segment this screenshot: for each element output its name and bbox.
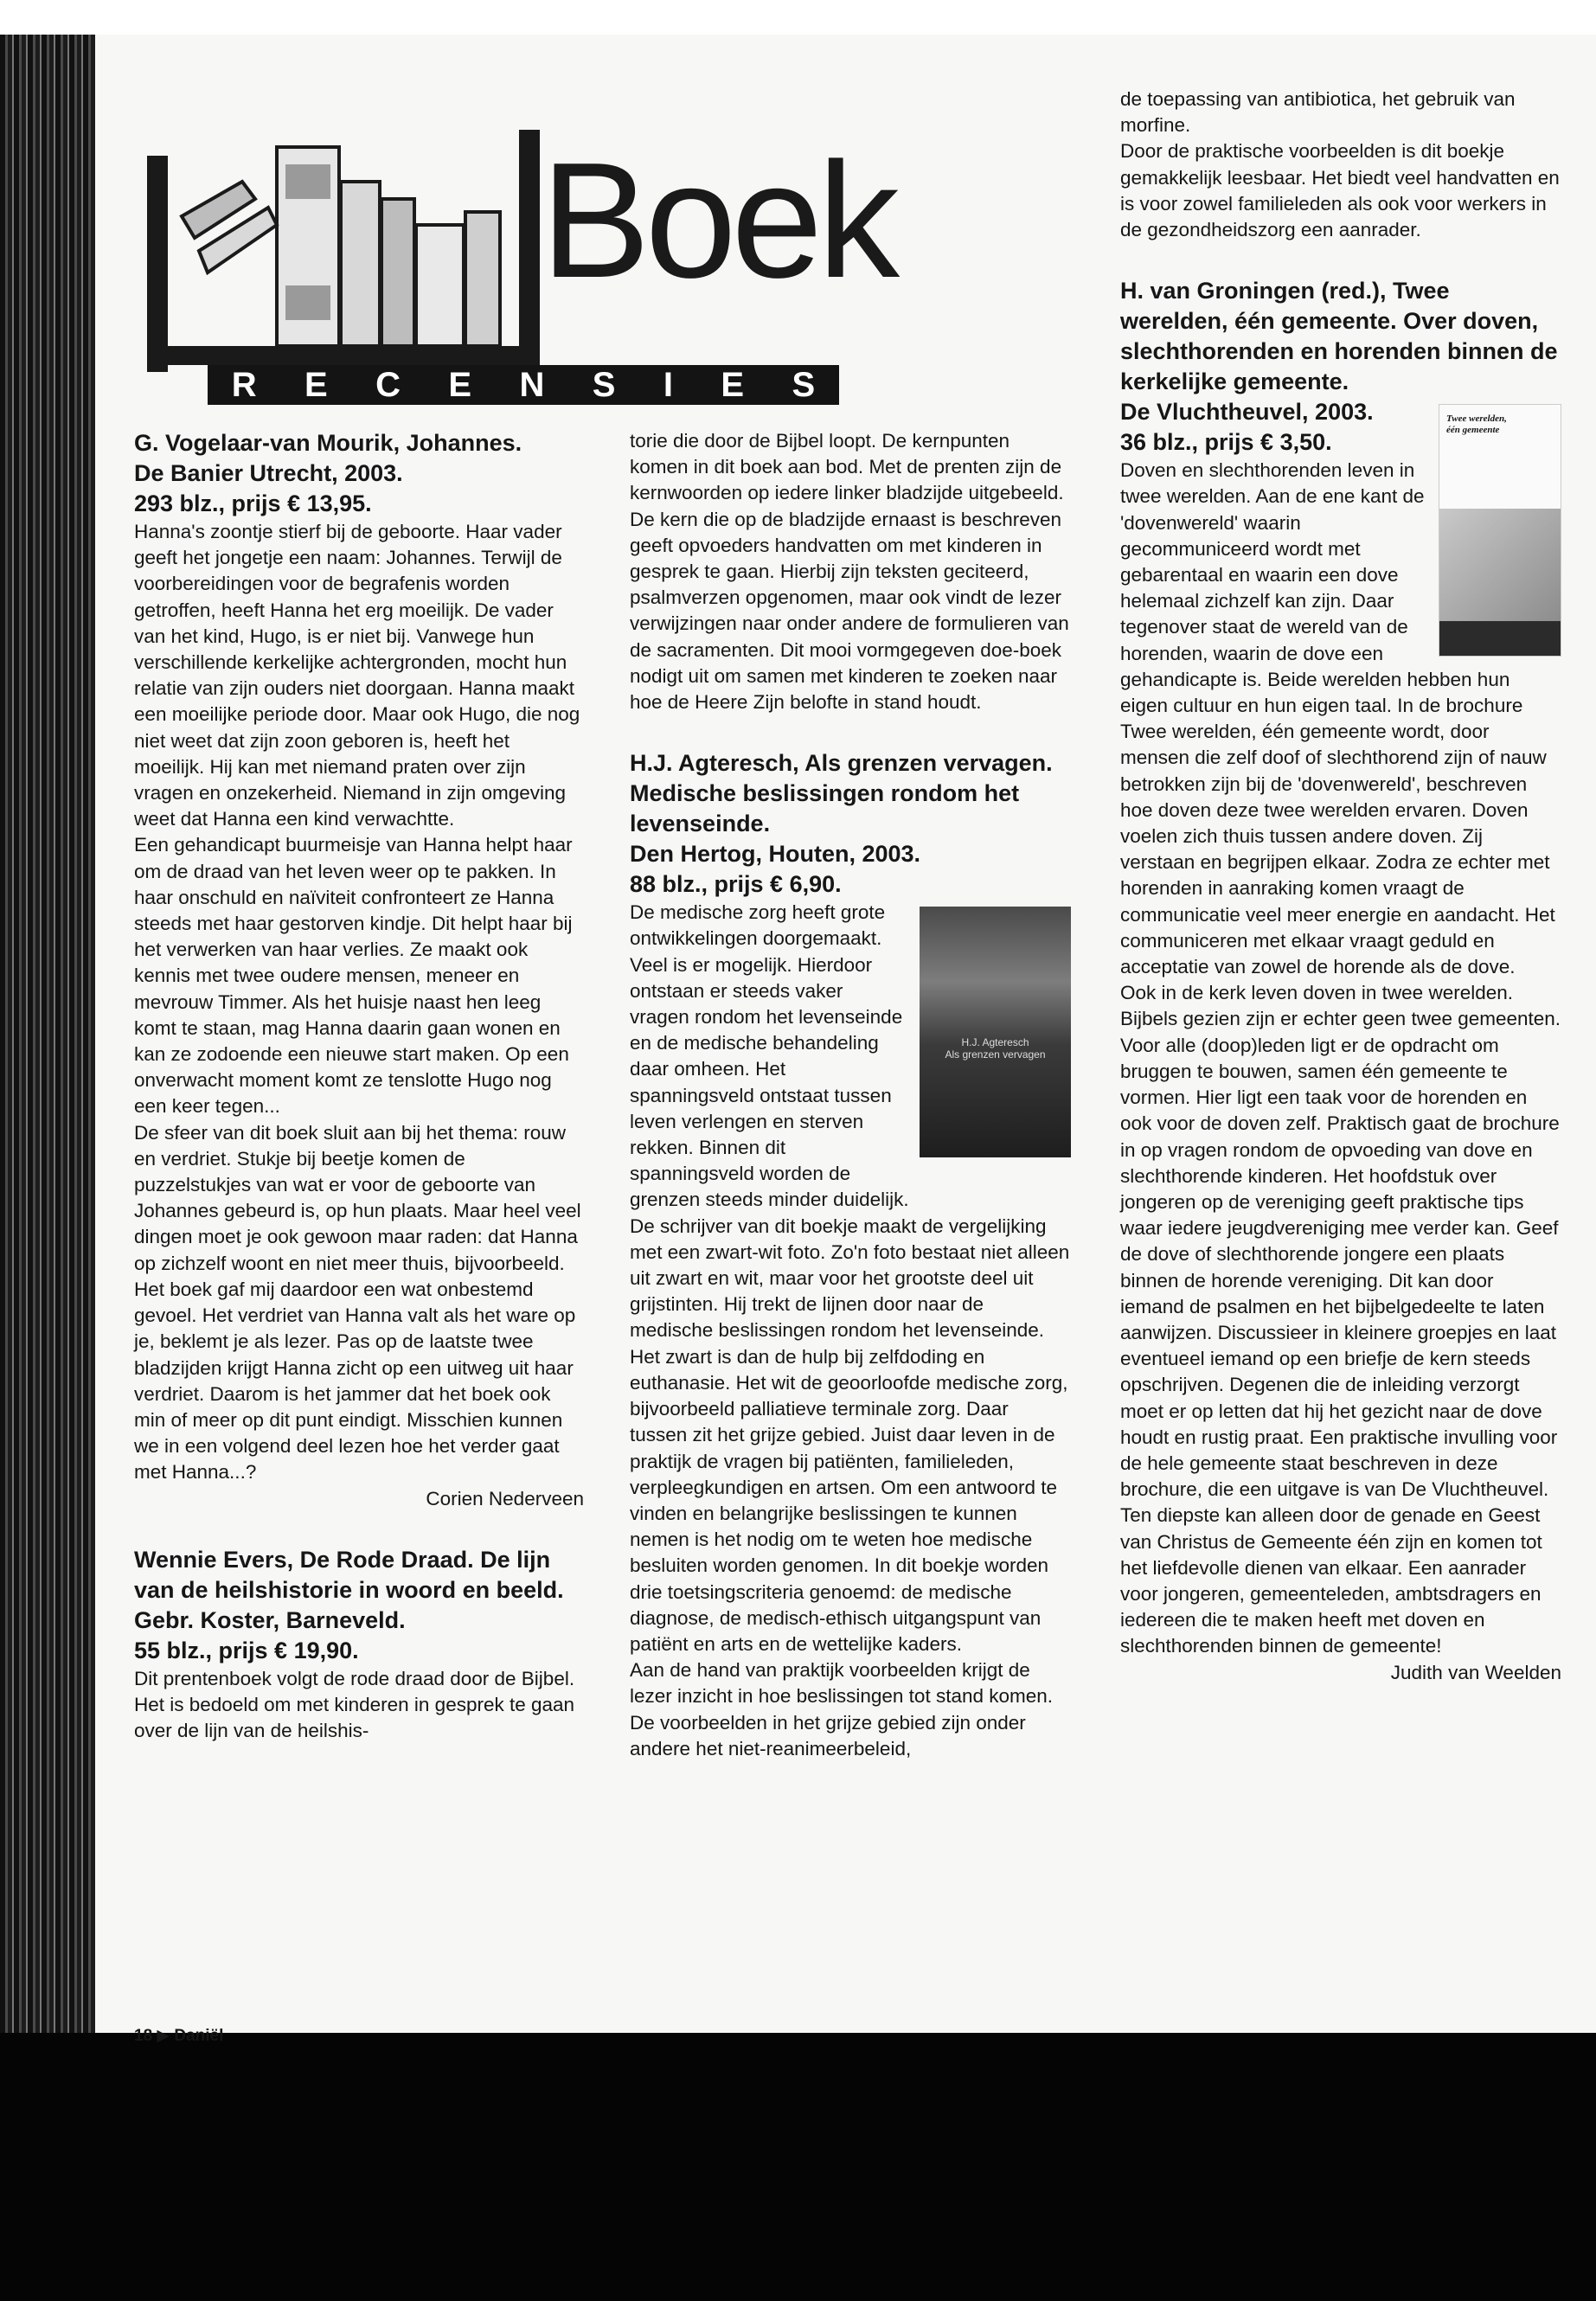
band-letter: R [231, 365, 257, 404]
books-illustration [147, 130, 545, 372]
cover-title: Als grenzen vervagen [945, 1048, 1046, 1061]
cover-author: H.J. Agteresch [961, 1036, 1029, 1049]
binding-spine [0, 35, 95, 2033]
logo-word: Boek [541, 129, 895, 312]
review-price: 55 blz., prijs € 19,90. [134, 1637, 359, 1663]
cover-title: één gemeente [1446, 425, 1500, 436]
review-price: 36 blz., prijs € 3,50. [1120, 429, 1332, 456]
band-letter: E [721, 365, 745, 404]
review-heading: H. van Groningen (red.), Twee werelden, één gemeente. Over doven, slechthorenden en horenden binnen de kerkelijke gemeente. [1120, 278, 1558, 395]
band-letter: N [519, 365, 545, 404]
review-paragraph: Door de praktische voorbeelden is dit boekje gemakkelijk leesbaar. Het biedt veel handvatten en is voor zowel familieleden als ook voor werkers in de gezondheidszorg een aanrader. [1120, 140, 1560, 241]
review-heading: van de heilshistorie in woord en beeld. [134, 1576, 564, 1603]
review-publisher: De Vluchtheuvel, 2003. [1120, 399, 1374, 426]
review-publisher: Den Hertog, Houten, 2003. [630, 841, 921, 868]
review-paragraph: De sfeer van dit boek sluit aan bij het thema: rouw en verdriet. Stukje bij beetje komen de puzzelstukjes van wat er voor de geboorte van Johannes gebeurd is, op hun plaats. Maar heel veel dingen moet je ook gewoon maar raden: dat Hanna op zichzelf woont en niet meer thuis, bijvoorbeeld. Het boek gaf mij daardoor een wat onbestemd gevoel. Het verdriet van Hanna valt als het ware op je, beklemt je als lezer. Pas op de laatste twee bladzijden krijgt Hanna zicht op een uitweg uit haar verdriet. Daarom is het jammer dat het boek ook min of meer op dit punt eindigt. Misschien kunnen we in een volgend deel lezen hoe het verder gaat met Hanna...? [134, 1121, 581, 1484]
review-signature: Judith van Weelden [1390, 1661, 1561, 1683]
band-letter: I [663, 365, 673, 404]
page-number: 18 [134, 2027, 153, 2045]
review-paragraph: Ook in de kerk leven doven in twee werelden. Bijbels gezien zijn er echter geen twee gemeenten. Voor alle (doop)leden ligt er de opdracht om bruggen te bouwen, samen één gemeente te vormen. Hier ligt een taak voor de horenden en ook voor de doven zelf. Praktisch gaat de brochure in op vragen rondom de opvoeding van dove en slechthorende kinderen. Het hoofdstuk over jongeren op de vereniging geeft praktische tips waar iedere jeugdvereniging mee verder kan. Geef de dove of slechthorende jongere een plaats binnen de horende vereniging. Dit kan door iemand de psalmen en het bijbelgedeelte te laten aanwijzen. Discussieer in kleinere groepjes en laat eventueel iemand op een briefje de kern steeds opschrijven. Degenen die de inleiding verzorgt moet er op letten dat hij het gezicht naar de dove houdt en rustig praat. Een praktische invulling voor de hele gemeente staat beschreven in deze brochure, die een uitgave is van De Vluchtheuvel. Ten diepste kan alleen door de genade en Geest van Christus de Gemeente één zijn en komen tot het liefdevolle dienen van elkaar. Een aanrader voor jongeren, gemeenteleden, ambtsdragers en iedereen die te maken heeft met doven en slechthorenden binnen de gemeente! [1120, 982, 1561, 1657]
page-footer [134, 2026, 223, 2046]
review-signature: Corien Nederveen [426, 1487, 584, 1509]
column-left [134, 428, 584, 1744]
review-heading: Medische beslissingen rondom het [630, 780, 1020, 807]
review-paragraph: de toepassing van antibiotica, het gebruik van morfine. [1120, 88, 1516, 137]
review-paragraph: Aan de hand van praktijk voorbeelden krijgt de lezer inzicht in hoe beslissingen tot stand komen. De voorbeelden in het grijze gebied zijn onder andere het niet-reanimeerbeleid, [630, 1659, 1054, 1759]
boek-recensies-logo [147, 129, 895, 407]
review-publisher: De Banier Utrecht, 2003. [134, 460, 403, 486]
book-cover-image [920, 907, 1071, 1157]
cover-photo [1439, 509, 1561, 621]
band-letter: C [375, 365, 401, 404]
brochure-cover-image [1439, 404, 1561, 657]
review-paragraph: Een gehandicapt buurmeisje van Hanna helpt haar om de draad van het leven weer op te pakken. In haar onschuld en naïviteit confronteert ze Hanna steeds met haar gestorven kindje. Dit helpt haar bij het verwerken van haar verlies. Ze maakt ook kennis met twee oudere mensen, meneer en mevrouw Timmer. Als het huisje naast hen leeg komt te staan, mag Hanna daarin gaan wonen en kan ze zodoende een nieuwe start maken. Op een onverwacht moment komt ze tenslotte Hugo nog een keer tegen... [134, 834, 573, 1118]
band-letter: E [304, 365, 328, 404]
page-top-margin [0, 0, 1596, 35]
review-heading: H.J. Agteresch, Als grenzen vervagen. [630, 750, 1053, 777]
arrow-icon: ▶ [157, 2027, 170, 2045]
review-paragraph: torie die door de Bijbel loopt. De kernpunten komen in dit boek aan bod. Met de prenten zijn de kernwoorden op iedere linker bladzijde uitgebeeld. De kern die op de bladzijde ernaast is beschreven geeft opvoeders handvatten om met kinderen in gesprek te gaan. Hierbij zijn teksten geciteerd, psalmverzen opgenomen, maar ook vindt de lezer verwijzingen naar onder andere de formulieren van de sacramenten. Dit mooi vormgegeven doe-boek nodigt uit om samen met kinderen te zoeken naar hoe de Heere Zijn belofte in stand houdt. [630, 430, 1069, 714]
column-right [1120, 87, 1561, 1686]
review-heading: G. Vogelaar-van Mourik, Johannes. [134, 430, 522, 456]
review-price: 293 blz., prijs € 13,95. [134, 490, 372, 516]
review-heading: levenseinde. [630, 811, 771, 837]
cover-publisher-bar [1439, 621, 1561, 656]
review-price: 88 blz., prijs € 6,90. [630, 871, 842, 898]
review-heading: Wennie Evers, De Rode Draad. De lijn [134, 1546, 551, 1573]
review-paragraph: Dit prentenboek volgt de rode draad door de Bijbel. Het is bedoeld om met kinderen in gesprek te gaan over de lijn van de heilshis- [134, 1667, 575, 1742]
review-paragraph: Hanna's zoontje stierf bij de geboorte. Haar vader geeft het jongetje een naam: Johannes. Terwijl de voorbereidingen voor de begrafenis worden getroffen, heeft Hanna het erg moeilijk. De vader van het kind, Hugo, is er niet bij. Vanwege hun verschillende kerkelijke achtergronden, mocht hun relatie van zijn ouders niet doorgaan. Hanna maakt een moeilijke periode door. Maar ook Hugo, die nog niet weet dat zijn zoon geboren is, heeft het moeilijk. Hij kan met niemand praten over zijn vragen en onzekerheid. Niemand in zijn omgeving weet dat Hanna een kind verwachtte. [134, 521, 580, 830]
review-paragraph: De medische zorg heeft grote ontwikkelingen doorgemaakt. Veel is er mogelijk. Hierdoor ontstaan er steeds vaker vragen rondom het levenseinde en de medische behandeling daar omheen. Het spanningsveld ontstaat tussen leven verlengen en sterven rekken. Binnen dit spanningsveld worden de grenzen steeds minder duidelijk. [630, 901, 909, 1211]
recensies-band [208, 365, 839, 405]
review-paragraph: De schrijver van dit boekje maakt de vergelijking met een zwart-wit foto. Zo'n foto bestaat niet alleen uit zwart en wit, maar voor het grootste deel uit grijstinten. Hij trekt de lijnen door naar de medische beslissingen rondom het levenseinde. Het zwart is dan de hulp bij zelfdoding en euthanasie. Het wit de geoorloofde medische zorg, bijvoorbeeld palliatieve terminale zorg. Daar tussen zit het grijze gebied. Juist daar leven in de praktijk de vragen bij patiënten, familieleden, verpleegkundigen en artsen. Om een antwoord te vinden en belangrijke beslissingen te kunnen nemen is het nodig om te weten hoe medische besluiten worden genomen. In dit boekje worden drie toetsingscriteria genoemd: de medische diagnose, de medisch-ethisch uitgangspunt van patiënt en arts en de wettelijke kaders. [630, 1215, 1070, 1655]
column-middle [630, 428, 1071, 1762]
magazine-name: Daniël [174, 2027, 224, 2045]
cover-title: Twee werelden, [1446, 413, 1507, 425]
band-letter: S [792, 365, 816, 404]
review-paragraph: Doven en slechthorenden leven in twee werelden. Aan de ene kant de 'dovenwereld' waarin gecommuniceerd wordt met gebarentaal en waarin een dove helemaal zichzelf kan zijn. Daar tegenover staat de wereld van de horenden, waarin de dove een gehandicapte is. Beide werelden hebben hun eigen cultuur en hun eigen taal. In de brochure Twee werelden, één gemeente wordt, door mensen die zelf doof of slechthorend zijn of nauw betrokken zijn bij de 'dovenwereld', beschreven hoe doven deze twee werelden ervaren. Doven voelen zich thuis tussen andere doven. Zij verstaan en begrijpen elkaar. Zodra ze echter met horenden in aanraking komen vraagt de communicatie veel meer energie en aandacht. Het communiceren met elkaar vraagt geduld en acceptatie van zowel de horende als de dove. [1120, 459, 1555, 978]
band-letter: E [448, 365, 472, 404]
scan-bottom-border [0, 2033, 1596, 2301]
band-letter: S [592, 365, 616, 404]
review-publisher: Gebr. Koster, Barneveld. [134, 1606, 406, 1633]
